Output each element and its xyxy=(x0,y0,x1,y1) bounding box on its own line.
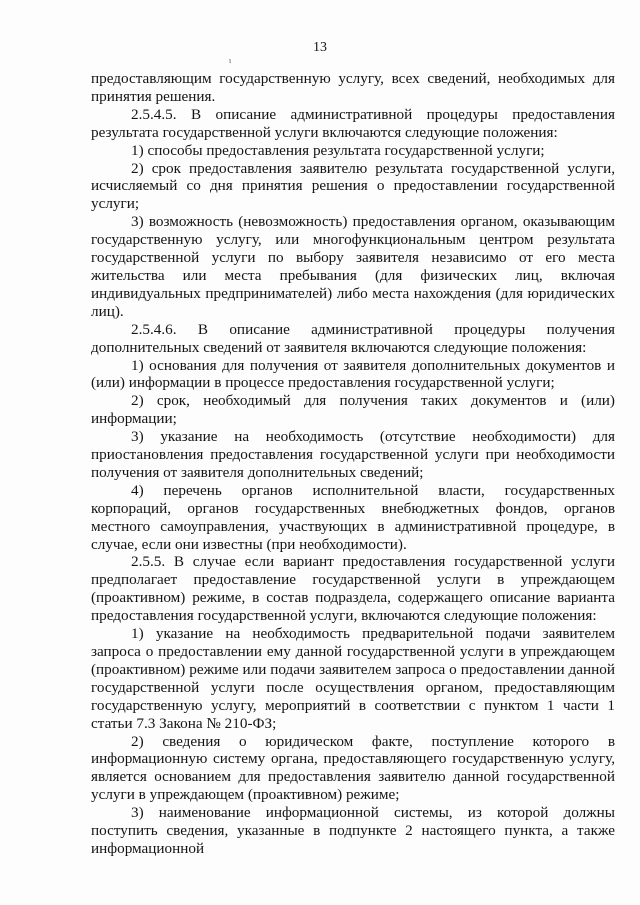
list-item-ways-of-result: 1) способы предоставления результата государственной услуги; xyxy=(131,141,545,159)
list-item-legal-fact: 2) сведения о юридическом факте, поступление которого в информационную систему органа, предоставляющего государственную услугу, является основанием для предоставления заявителю данной государственной услуги в упреждающем (проактивном) режиме; xyxy=(91,732,615,804)
list-item-information-system: 3) наименование информационной системы, из которой должны поступить сведения, указанные в подпункте 2 настоящего пункта, а также информационной xyxy=(91,804,615,857)
list-item-proactive-request: 1) указание на необходимость предварительной подачи заявителем запроса о предоставлении ему данной государственной услуги в упреждающем (проактивном) режиме или подачи заявителем запроса о предоставлении данной государственной услуги после осуществления органом, предоставляющим государственную услугу, мероприятий в соответствии с пунктом 1 части 1 статьи 7.3 Закона № 210-ФЗ; xyxy=(91,625,615,732)
list-item-grounds: 1) основания для получения от заявителя дополнительных документов и (или) информации в процессе предоставления государственной услуги; xyxy=(91,356,615,392)
scan-speck: ι xyxy=(229,56,232,65)
paragraph-continuation: предоставляющим государственную услугу, всех сведений, необходимых для принятия решения. xyxy=(91,70,615,105)
list-item-extraterritorial: 3) возможность (невозможность) предоставления органом, оказывающим государственную услугу, или многофункциональным центром результата государственной услуги по выбору заявителя независимо от его места жительства или места пребывания (для физических лиц, включая индивидуальных предпринимателей) либо места нахождения (для юридических лиц). xyxy=(91,213,615,320)
paragraph-2-5-4-6: 2.5.4.6. В описание административной процедуры получения дополнительных сведений от заявителя включаются следующие положения: xyxy=(91,320,615,356)
document-body xyxy=(91,70,615,858)
list-item-term-documents: 2) срок, необходимый для получения таких документов и (или) информации; xyxy=(91,392,615,428)
list-item-suspension: 3) указание на необходимость (отсутствие необходимости) для приостановления предоставления государственной услуги при необходимости получения от заявителя дополнительных сведений; xyxy=(91,428,615,481)
list-item-authorities: 4) перечень органов исполнительной власти, государственных корпораций, органов государственных внебюджетных фондов, органов местного самоуправления, участвующих в административной процедуре, в случае, если они известны (при необходимости). xyxy=(91,481,615,553)
page-number: 13 xyxy=(313,40,327,55)
paragraph-2-5-4-5: 2.5.4.5. В описание административной процедуры предоставления результата государственной услуги включаются следующие положения: xyxy=(91,105,615,141)
list-item-term-of-result: 2) срок предоставления заявителю результата государственной услуги, исчисляемый со дня принятия решения о предоставлении государственной услуги; xyxy=(91,159,615,213)
paragraph-2-5-5: 2.5.5. В случае если вариант предоставления государственной услуги предполагает предоставление государственной услуги в упреждающем (проактивном) режиме, в состав подраздела, содержащего описание варианта предоставления государственной услуги, включаются следующие положения: xyxy=(91,553,615,625)
